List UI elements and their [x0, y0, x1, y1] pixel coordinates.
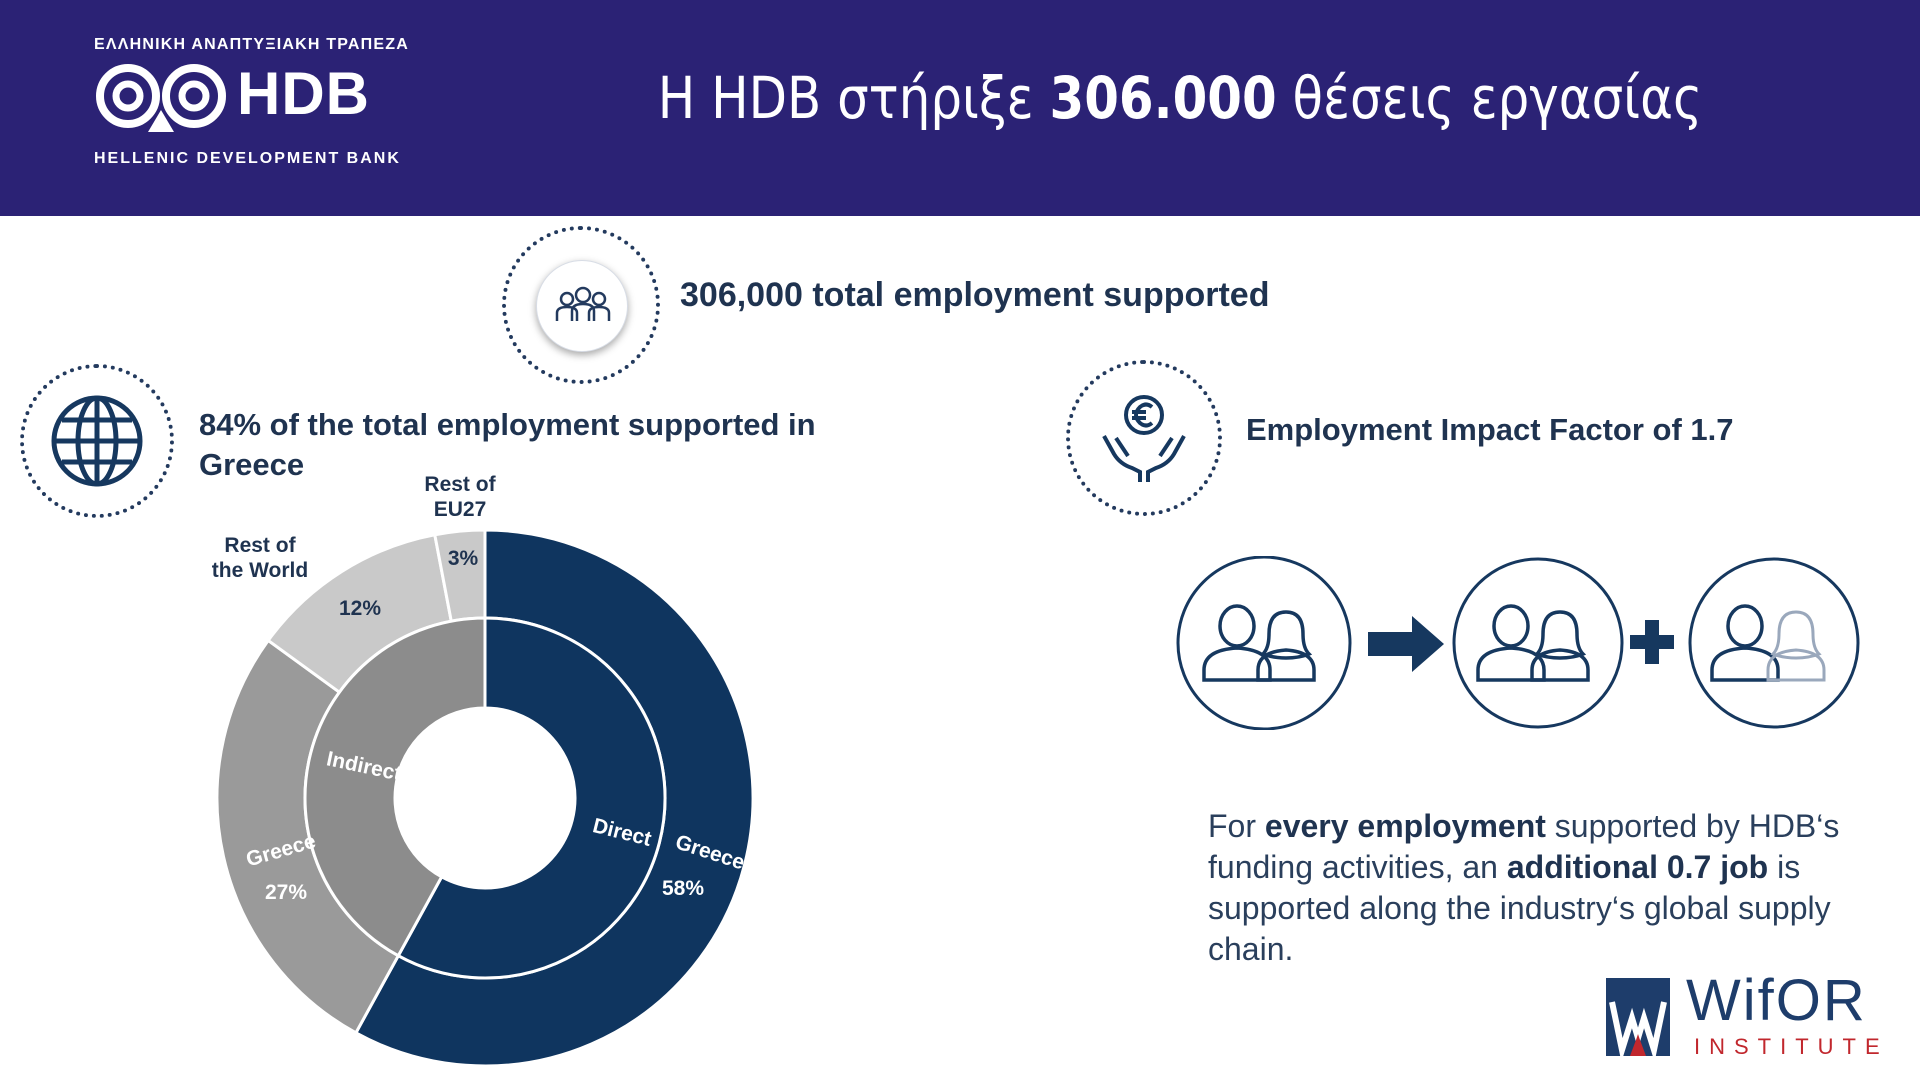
label-rest-world — [200, 533, 320, 583]
label-rest-world-pct: 12% — [338, 597, 382, 620]
greece-share-line1: 84% of the total employment supported in — [199, 407, 816, 442]
logo-hdb-text: HDB — [237, 60, 370, 127]
impact-factor-text: Employment Impact Factor of 1.7 — [1246, 412, 1734, 447]
wifor-logo-mark — [1606, 978, 1670, 1056]
wifor-subtitle: INSTITUTE — [1694, 1034, 1889, 1059]
label-direct: Direct — [590, 814, 654, 851]
label-greece-indirect: Greece — [243, 829, 319, 872]
wifor-name: WifOR — [1686, 968, 1867, 1033]
title-text-start: Η HDB στήριξε — [657, 64, 1050, 132]
label-indirect: Indirect — [324, 747, 404, 786]
plus-icon — [1628, 618, 1676, 666]
para-bold1: every employment — [1264, 808, 1546, 844]
para-part3: is supported along the industry‘s global supply chain. — [1208, 849, 1831, 967]
para-part2: supported by HDB‘s funding activities, an — [1208, 808, 1840, 885]
label-rest-eu-line2: EU27 — [433, 498, 487, 522]
people-group-right-icon — [1684, 556, 1864, 730]
para-part1: For — [1208, 808, 1265, 844]
hands-euro-icon — [1086, 380, 1202, 496]
wifor-logo[interactable] — [1606, 968, 1896, 1062]
impact-factor-icon-circle — [1086, 380, 1202, 496]
greece-share-line2: Greece — [199, 447, 305, 482]
title-text-end: θέσεις εργασίας — [1276, 64, 1703, 132]
label-greece-indirect-pct: 27% — [264, 881, 308, 904]
para-bold2: additional 0.7 job — [1506, 849, 1769, 885]
label-rest-eu-pct: 3% — [447, 547, 479, 570]
impact-explanation — [1208, 806, 1908, 970]
wifor-w-icon — [1606, 978, 1670, 1056]
label-rest-world-line2: the World — [211, 559, 309, 583]
label-greece-direct: Greece — [672, 830, 748, 875]
logo-english-text: HELLENIC DEVELOPMENT BANK — [94, 150, 401, 167]
people-group-middle-icon — [1450, 556, 1626, 730]
title-number: 306.000 — [1049, 64, 1277, 132]
logo-greek-text: ΕΛΛΗΝΙΚΗ ΑΝΑΠΤΥΞΙΑΚΗ ΤΡΑΠΕΖΑ — [94, 36, 410, 53]
total-employment-text: 306,000 total employment supported — [680, 276, 1270, 314]
label-rest-world-line1: Rest of — [224, 534, 296, 557]
arrow-right-icon — [1366, 614, 1446, 674]
people-group-left-icon — [1174, 556, 1354, 730]
label-rest-eu — [412, 472, 508, 522]
label-rest-eu-line1: Rest of — [424, 473, 496, 496]
label-greece-direct-pct: 58% — [661, 877, 705, 900]
